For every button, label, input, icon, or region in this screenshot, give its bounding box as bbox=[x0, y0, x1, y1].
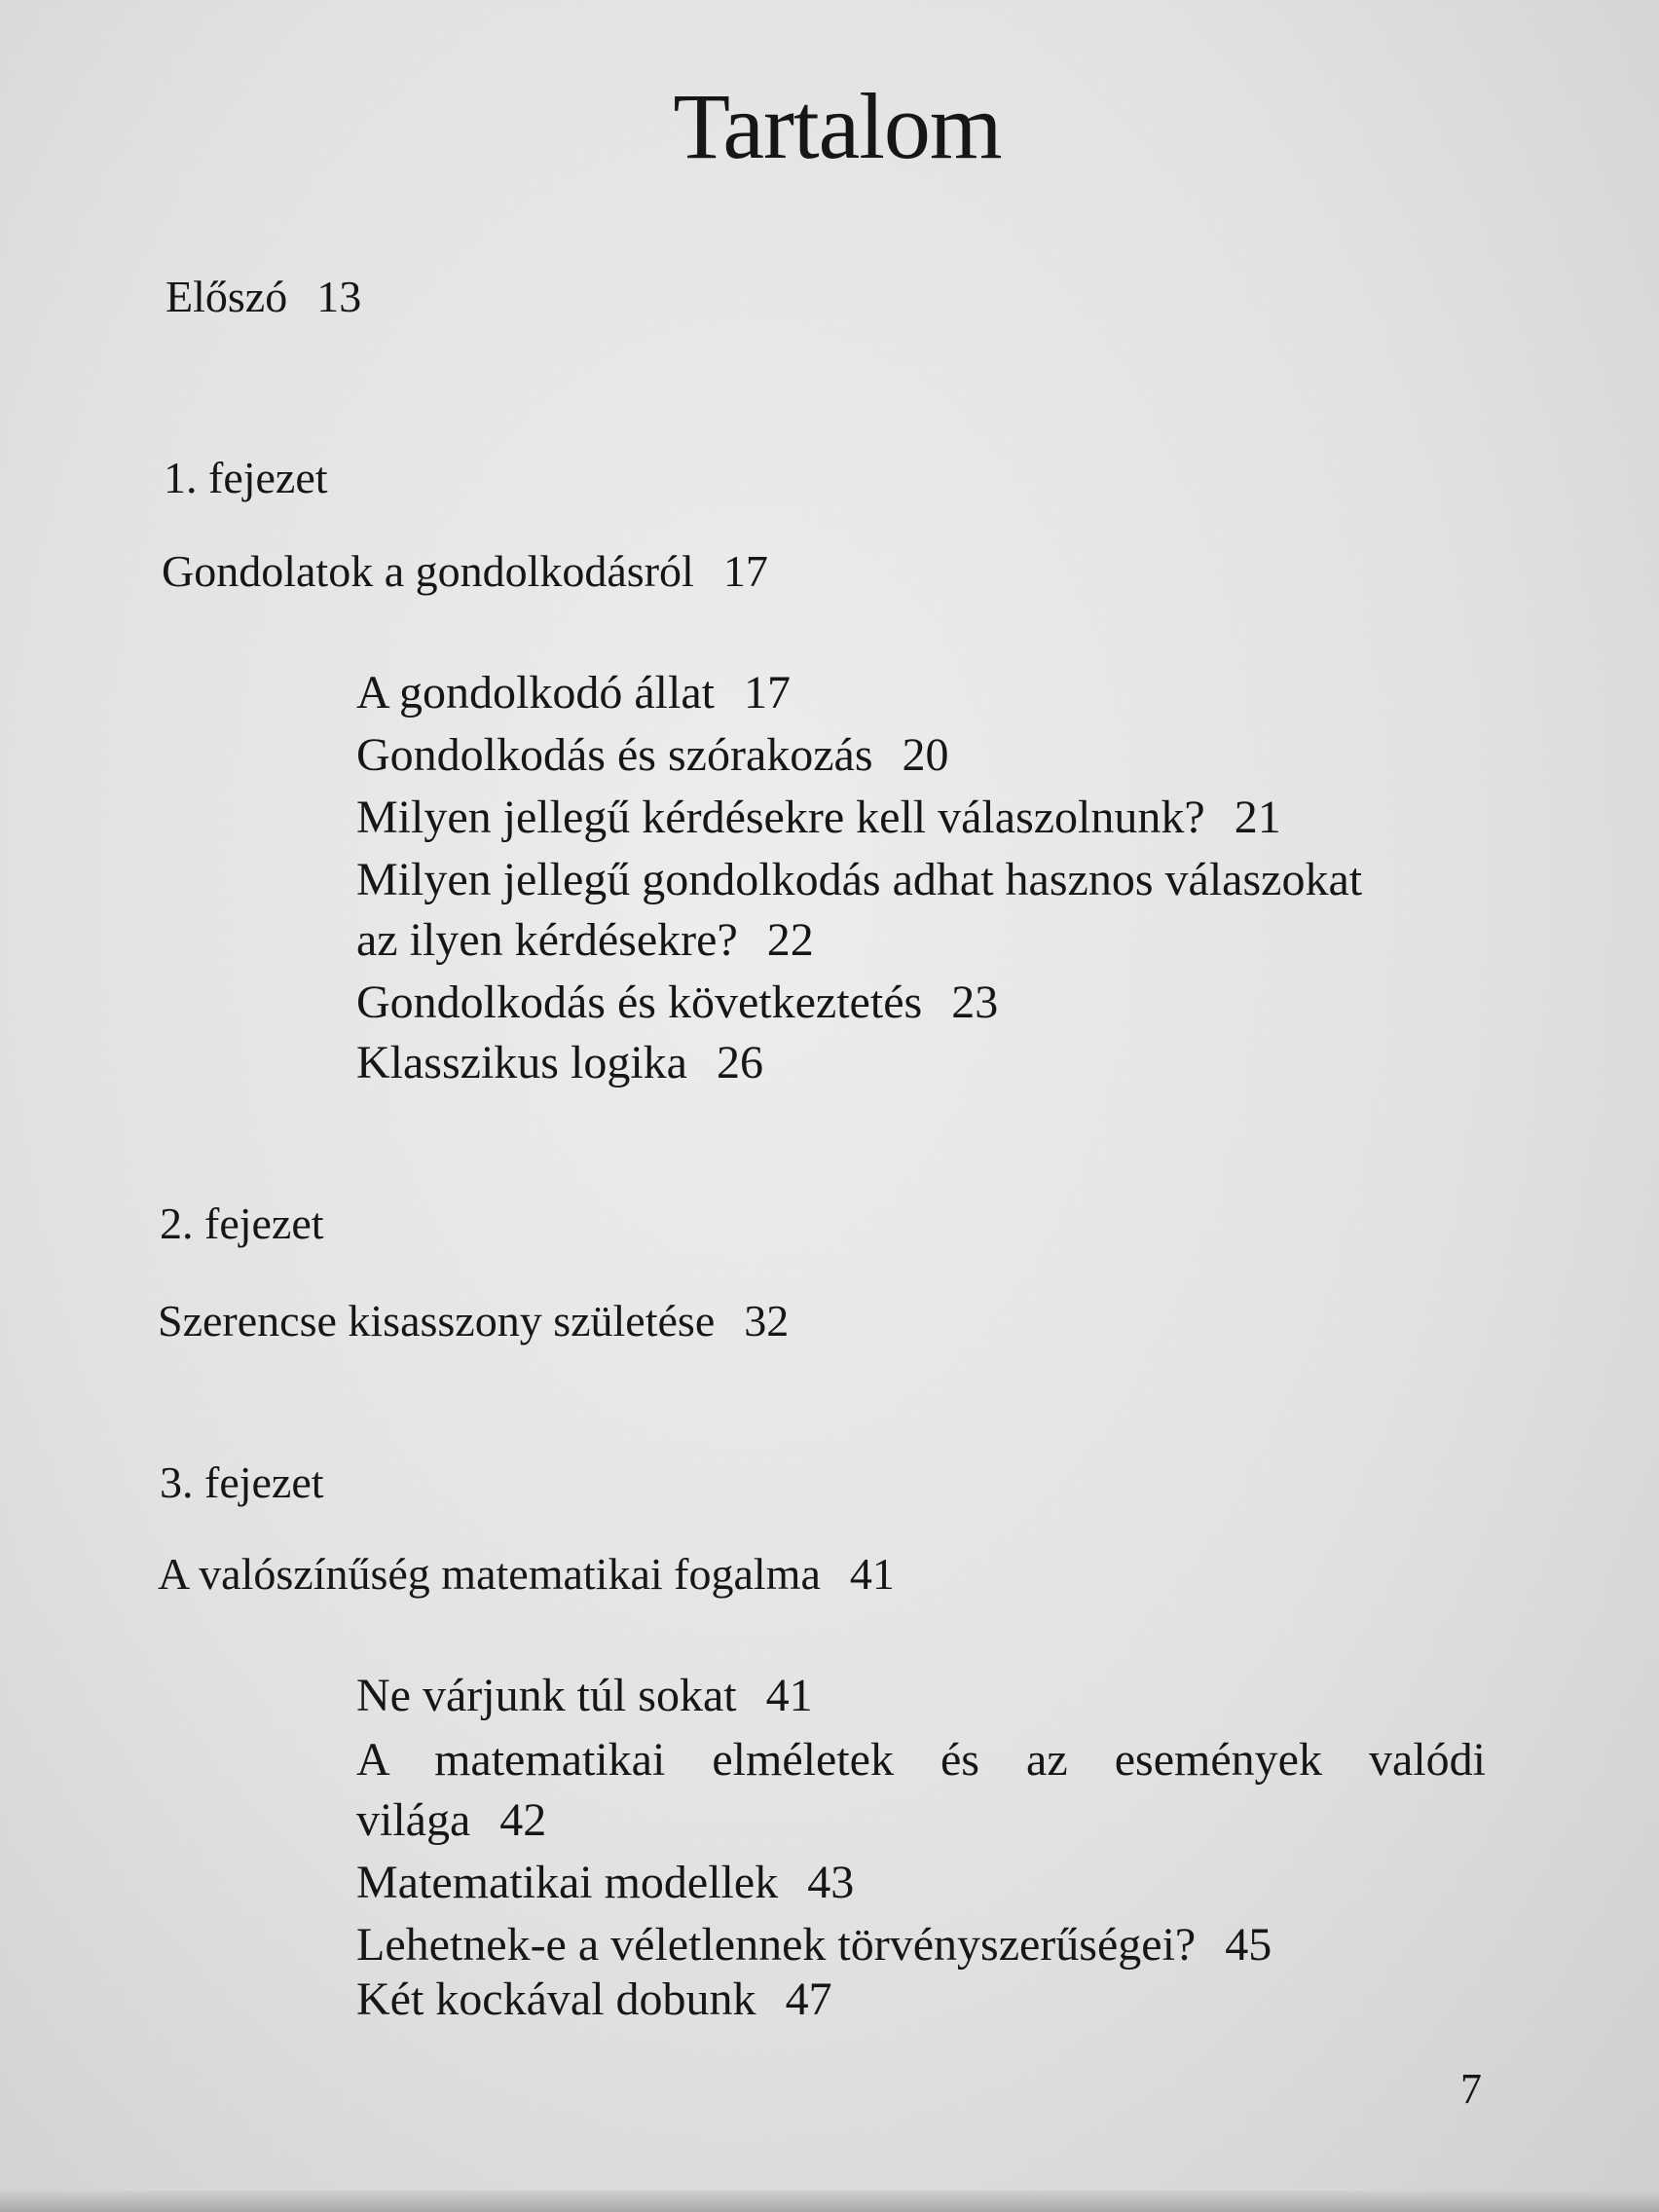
section-entry-continued: az ilyen kérdésekre? 22 bbox=[356, 914, 814, 966]
chapter-title: Gondolatok a gondolkodásról 17 bbox=[162, 546, 768, 596]
chapter-label: 3. fejezet bbox=[160, 1457, 324, 1507]
chapter-label: 1. fejezet bbox=[164, 453, 328, 502]
entry-label: Előszó bbox=[166, 272, 288, 321]
section-entry: Két kockával dobunk 47 bbox=[356, 1973, 832, 2025]
page-bottom-edge bbox=[0, 2191, 1659, 2212]
section-entry: Matematikai modellek 43 bbox=[356, 1857, 855, 1908]
section-entry: Milyen jellegű gondolkodás adhat hasznos válaszokat bbox=[356, 854, 1363, 905]
section-entry: Klasszikus logika 26 bbox=[356, 1037, 763, 1088]
preface-entry bbox=[166, 272, 362, 321]
section-entry: A gondolkodó állat 17 bbox=[356, 667, 791, 719]
section-entry: Milyen jellegű kérdésekre kell válaszolnunk? 21 bbox=[356, 792, 1281, 843]
section-entry: A matematikai elméletek és az események valódi bbox=[356, 1734, 1486, 1786]
section-entry: Gondolkodás és szórakozás 20 bbox=[356, 729, 949, 781]
page-number: 7 bbox=[1460, 2065, 1482, 2113]
section-entry: Gondolkodás és következtetés 23 bbox=[356, 977, 999, 1028]
section-entry: Ne várjunk túl sokat 41 bbox=[356, 1670, 813, 1721]
chapter-title: Szerencse kisasszony születése 32 bbox=[158, 1296, 790, 1346]
section-entry: Lehetnek-e a véletlennek törvényszerűségei? 45 bbox=[356, 1919, 1272, 1971]
chapter-title: A valószínűség matematikai fogalma 41 bbox=[158, 1549, 895, 1599]
section-entry-continued: világa 42 bbox=[356, 1794, 547, 1846]
chapter-label: 2. fejezet bbox=[160, 1198, 324, 1248]
page-title: Tartalom bbox=[673, 74, 1002, 178]
entry-page: 13 bbox=[316, 272, 362, 321]
